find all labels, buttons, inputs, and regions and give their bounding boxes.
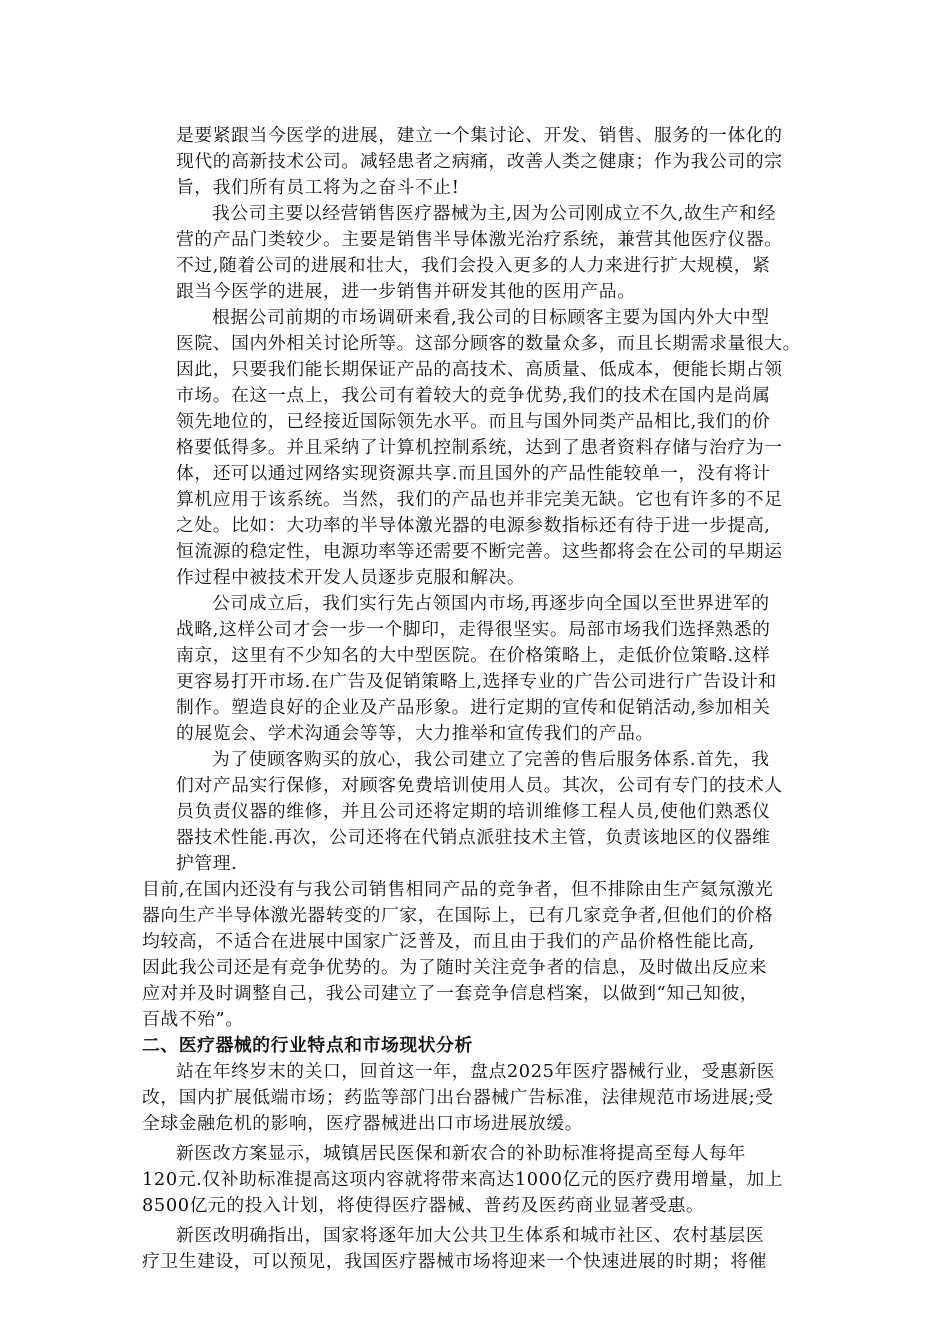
section-heading: 二、医疗器械的行业特点和市场现状分析 bbox=[142, 1035, 473, 1056]
text-line: 员负责仪器的维修，并且公司还将定期的培训维修工程人员,使他们熟悉仪 bbox=[176, 801, 771, 822]
text-line: 我公司主要以经营销售医疗器械为主,因为公司刚成立不久,故生产和经 bbox=[212, 203, 776, 224]
text-line: 因此，只要我们能长期保证产品的高技术、高质量、低成本，便能长期占领 bbox=[176, 359, 783, 380]
text-line: 战略,这样公司才会一步一个脚印，走得很坚实。局部市场我们选择熟悉的 bbox=[176, 619, 771, 640]
text-line: 公司成立后，我们实行先占领国内市场,再逐步向全国以至世界进军的 bbox=[212, 593, 770, 614]
text-line: 跟当今医学的进展，进一步销售并研发其他的医用产品。 bbox=[176, 281, 636, 302]
text-line: 体，还可以通过网络实现资源共享.而且国外的产品性能较单一，没有将计 bbox=[176, 463, 771, 484]
text-line: 器向生产半导体激光器转变的厂家，在国际上，已有几家竞争者,但他们的价格 bbox=[142, 905, 774, 926]
text-line: 因此我公司还是有竞争优势的。为了随时关注竞争者的信息，及时做出反应来 bbox=[142, 957, 767, 978]
text-line: 不过,随着公司的进展和壮大，我们会投入更多的人力来进行扩大规模，紧 bbox=[176, 255, 771, 276]
text-line: 根据公司前期的市场调研来看,我公司的目标顾客主要为国内外大中型 bbox=[212, 307, 770, 328]
text-line: 营的产品门类较少。主要是销售半导体激光治疗系统，兼营其他医疗仪器。 bbox=[176, 229, 783, 250]
text-line: 们对产品实行保修，对顾客免费培训使用人员。其次，公司有专门的技术人 bbox=[176, 775, 783, 796]
text-line: 作过程中被技术开发人员逐步克服和解决。 bbox=[176, 567, 526, 588]
text-line: 新医改方案显示，城镇居民医保和新农合的补助标准将提高至每人每年 bbox=[176, 1143, 746, 1164]
text-line: 恒流源的稳定性，电源功率等还需要不断完善。这些都将会在公司的早期运 bbox=[176, 541, 783, 562]
text-line: 目前,在国内还没有与我公司销售相同产品的竞争者，但不排除由生产氦氖激光 bbox=[142, 879, 774, 900]
text-line: 8500亿元的投入计划，将使得医疗器械、普药及医药商业显著受惠。 bbox=[142, 1195, 705, 1216]
text-line: 南京，这里有不少知名的大中型医院。在价格策略上，走低价位策略.这样 bbox=[176, 645, 771, 666]
text-line: 为了使顾客购买的放心，我公司建立了完善的售后服务体系.首先，我 bbox=[212, 749, 770, 770]
text-line: 医院、国内外相关讨论所等。这部分顾客的数量众多，而且长期需求量很大。 bbox=[176, 333, 801, 354]
text-line: 120元.仅补助标准提高这项内容就将带来高达1000亿元的医疗费用增量，加上 bbox=[142, 1169, 784, 1190]
text-line: 的展览会、学术沟通会等等，大力推举和宣传我们的产品。 bbox=[176, 723, 654, 744]
text-line: 市场。在这一点上，我公司有着较大的竞争优势,我们的技术在国内是尚属 bbox=[176, 385, 771, 406]
text-line: 更容易打开市场.在广告及促销策略上,选择专业的广告公司进行广告设计和 bbox=[176, 671, 777, 692]
text-line: 新医改明确指出，国家将逐年加大公共卫生体系和城市社区、农村基层医 bbox=[176, 1225, 765, 1246]
text-line: 之处。比如：大功率的半导体激光器的电源参数指标还有待于进一步提高, bbox=[176, 515, 771, 536]
text-line: 领先地位的，已经接近国际领先水平。而且与国外同类产品相比,我们的价 bbox=[176, 411, 771, 432]
text-line: 器技术性能.再次，公司还将在代销点派驻技术主管，负责该地区的仪器维 bbox=[176, 827, 771, 848]
text-line: 均较高，不适合在进展中国家广泛普及，而且由于我们的产品价格性能比高, bbox=[142, 931, 755, 952]
text-line: 疗卫生建设，可以预见，我国医疗器械市场将迎来一个快速进展的时期；将催 bbox=[142, 1251, 767, 1272]
text-line: 百战不殆”。 bbox=[142, 1009, 244, 1030]
text-line: 站在年终岁末的关口，回首这一年，盘点2025年医疗器械行业，受惠新医 bbox=[176, 1061, 776, 1082]
text-line: 应对并及时调整自己，我公司建立了一套竞争信息档案，以做到“知己知彼， bbox=[142, 983, 759, 1004]
text-line: 是要紧跟当今医学的进展，建立一个集讨论、开发、销售、服务的一体化的 bbox=[176, 125, 783, 146]
text-line: 格要低得多。并且采纳了计算机控制系统，达到了患者资料存储与治疗为一 bbox=[176, 437, 783, 458]
text-line: 旨，我们所有员工将为之奋斗不止! bbox=[176, 177, 460, 198]
text-line: 现代的高新技术公司。减轻患者之病痛，改善人类之健康；作为我公司的宗 bbox=[176, 151, 783, 172]
text-line: 全球金融危机的影响，医疗器械进出口市场进展放缓。 bbox=[142, 1113, 584, 1134]
text-line: 改，国内扩展低端市场；药监等部门出台器械广告标准，法律规范市场进展;受 bbox=[142, 1087, 774, 1108]
text-line: 护管理. bbox=[176, 853, 238, 874]
text-line: 算机应用于该系统。当然，我们的产品也并非完美无缺。它也有许多的不足 bbox=[176, 489, 783, 510]
text-line: 制作。塑造良好的企业及产品形象。进行定期的宣传和促销活动,参加相关 bbox=[176, 697, 771, 718]
